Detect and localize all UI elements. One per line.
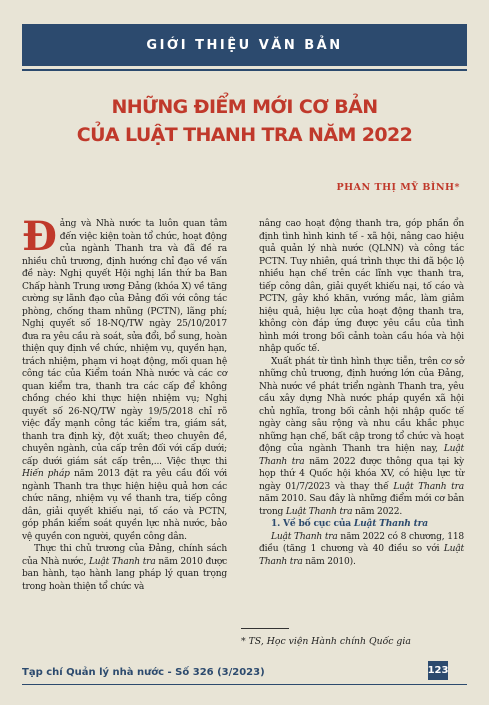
article-title-line-1: NHỮNG ĐIỂM MỚI CƠ BẢN (111, 96, 378, 118)
paragraph: Xuất phát từ tình hình thực tiễn, trên cơ sở những chủ trương, định hướng lớn của Đảng, Nhà nước về phát triển ngành Thanh tra, yêu cầu xây dựng Nhà nước pháp quyền xã hội chủ nghĩa, trong bối cảnh hội nhập quốc tế ngày càng sâu rộng và nhu cầu khắc phục những hạn chế, bất cập trong tổ chức và hoạt động của ngành Thanh tra hiện nay, Luật Thanh tra năm 2022 được thông qua tại kỳ họp thứ 4 Quốc hội khóa XV, có hiệu lực từ ngày 01/7/2023 và thay thế Luật Thanh tra năm 2010. Sau đây là những điểm mới cơ bản trong Luật Thanh tra năm 2022. (259, 356, 465, 517)
paragraph: Luật Thanh tra năm 2022 có 8 chương, 118 điều (tăng 1 chương và 40 điều so với Luật Thanh tra năm 2010). (259, 531, 464, 567)
drop-cap-letter: Đ (22, 213, 57, 260)
section-label: GIỚI THIỆU VĂN BẢN (146, 37, 343, 53)
footnote-divider (241, 628, 289, 629)
article-column-right (259, 218, 464, 568)
paragraph: nâng cao hoạt động thanh tra, góp phần ổn định tình hình kinh tế - xã hội, nâng cao hiệu quả quản lý nhà nước (QLNN) và công tác PCTN. Tuy nhiên, quá trình thực thi đã bộc lộ nhiều hạn chế trên các lĩnh vực thanh tra, tiếp công dân, giải quyết khiếu nại, tố cáo và PCTN, gây khó khăn, vướng mắc, làm giảm hiệu quả, hiệu lực của hoạt động thanh tra, không còn đáp ứng được yêu cầu của tình hình mới trong bối cảnh toàn cầu hóa và hội nhập quốc tế. (259, 219, 464, 354)
article-title-line-2: CỦA LUẬT THANH TRA NĂM 2022 (76, 124, 413, 146)
author-name: PHAN THỊ MỸ BÌNH* (336, 182, 460, 193)
journal-footer: Tạp chí Quản lý nhà nước - Số 326 (3/2023) (22, 667, 265, 678)
subheading: 1. Về bố cục của Luật Thanh tra (271, 518, 428, 529)
footer-divider (22, 684, 467, 685)
article-column-left (22, 213, 228, 593)
paragraph: Thực thi chủ trương của Đảng, chính sách của Nhà nước, Luật Thanh tra năm 2010 được ban hành, tạo hành lang pháp lý quan trọng trong hoàn thiện tổ chức và (22, 544, 228, 592)
section-divider (22, 69, 467, 71)
page-number: 123 (428, 661, 448, 680)
author-footnote: * TS, Học viện Hành chính Quốc gia (241, 636, 411, 647)
section-header-bar (22, 24, 467, 66)
paragraph: Đảng và Nhà nước ta luôn quan tâm đến việc kiện toàn tổ chức, hoạt động của ngành Thanh tra và đã đề ra nhiều chủ trương, định hướng chỉ đạo về vấn đề này: Nghị quyết Hội nghị lần thứ ba Ban Chấp hành Trung ương Đảng (khóa X) về tăng cường sự lãnh đạo của Đảng đối với công tác phòng, chống tham nhũng (PCTN), lãng phí; Nghị quyết số 18-NQ/TW ngày 25/10/2017 đưa ra yêu cầu rà soát, sửa đổi, bổ sung, hoàn thiện quy định về chức, nhiệm vụ, quyền hạn, trách nhiệm, phạm vi hoạt động, mối quan hệ công tác của Kiểm toán Nhà nước và các cơ quan kiểm tra, thanh tra các cấp để không chồng chéo khi thực hiện nhiệm vụ; Nghị quyết số 26-NQ/TW ngày 19/5/2018 chỉ rõ việc đẩy mạnh công tác kiểm tra, giám sát, thanh tra định kỳ, đột xuất; theo chuyên đề, chuyên ngành, của cấp trên đối với cấp dưới; cấp dưới giám sát cấp trên,... Việc thực thi Hiến pháp năm 2013 đặt ra yêu cầu đối với ngành Thanh tra thực hiện hiệu quả hơn các chức năng, nhiệm vụ về thanh tra, tiếp công dân, giải quyết khiếu nại, tố cáo và PCTN, góp phần kiểm soát quyền lực nhà nước, bảo vệ quyền con người, quyền công dân. (22, 213, 227, 542)
